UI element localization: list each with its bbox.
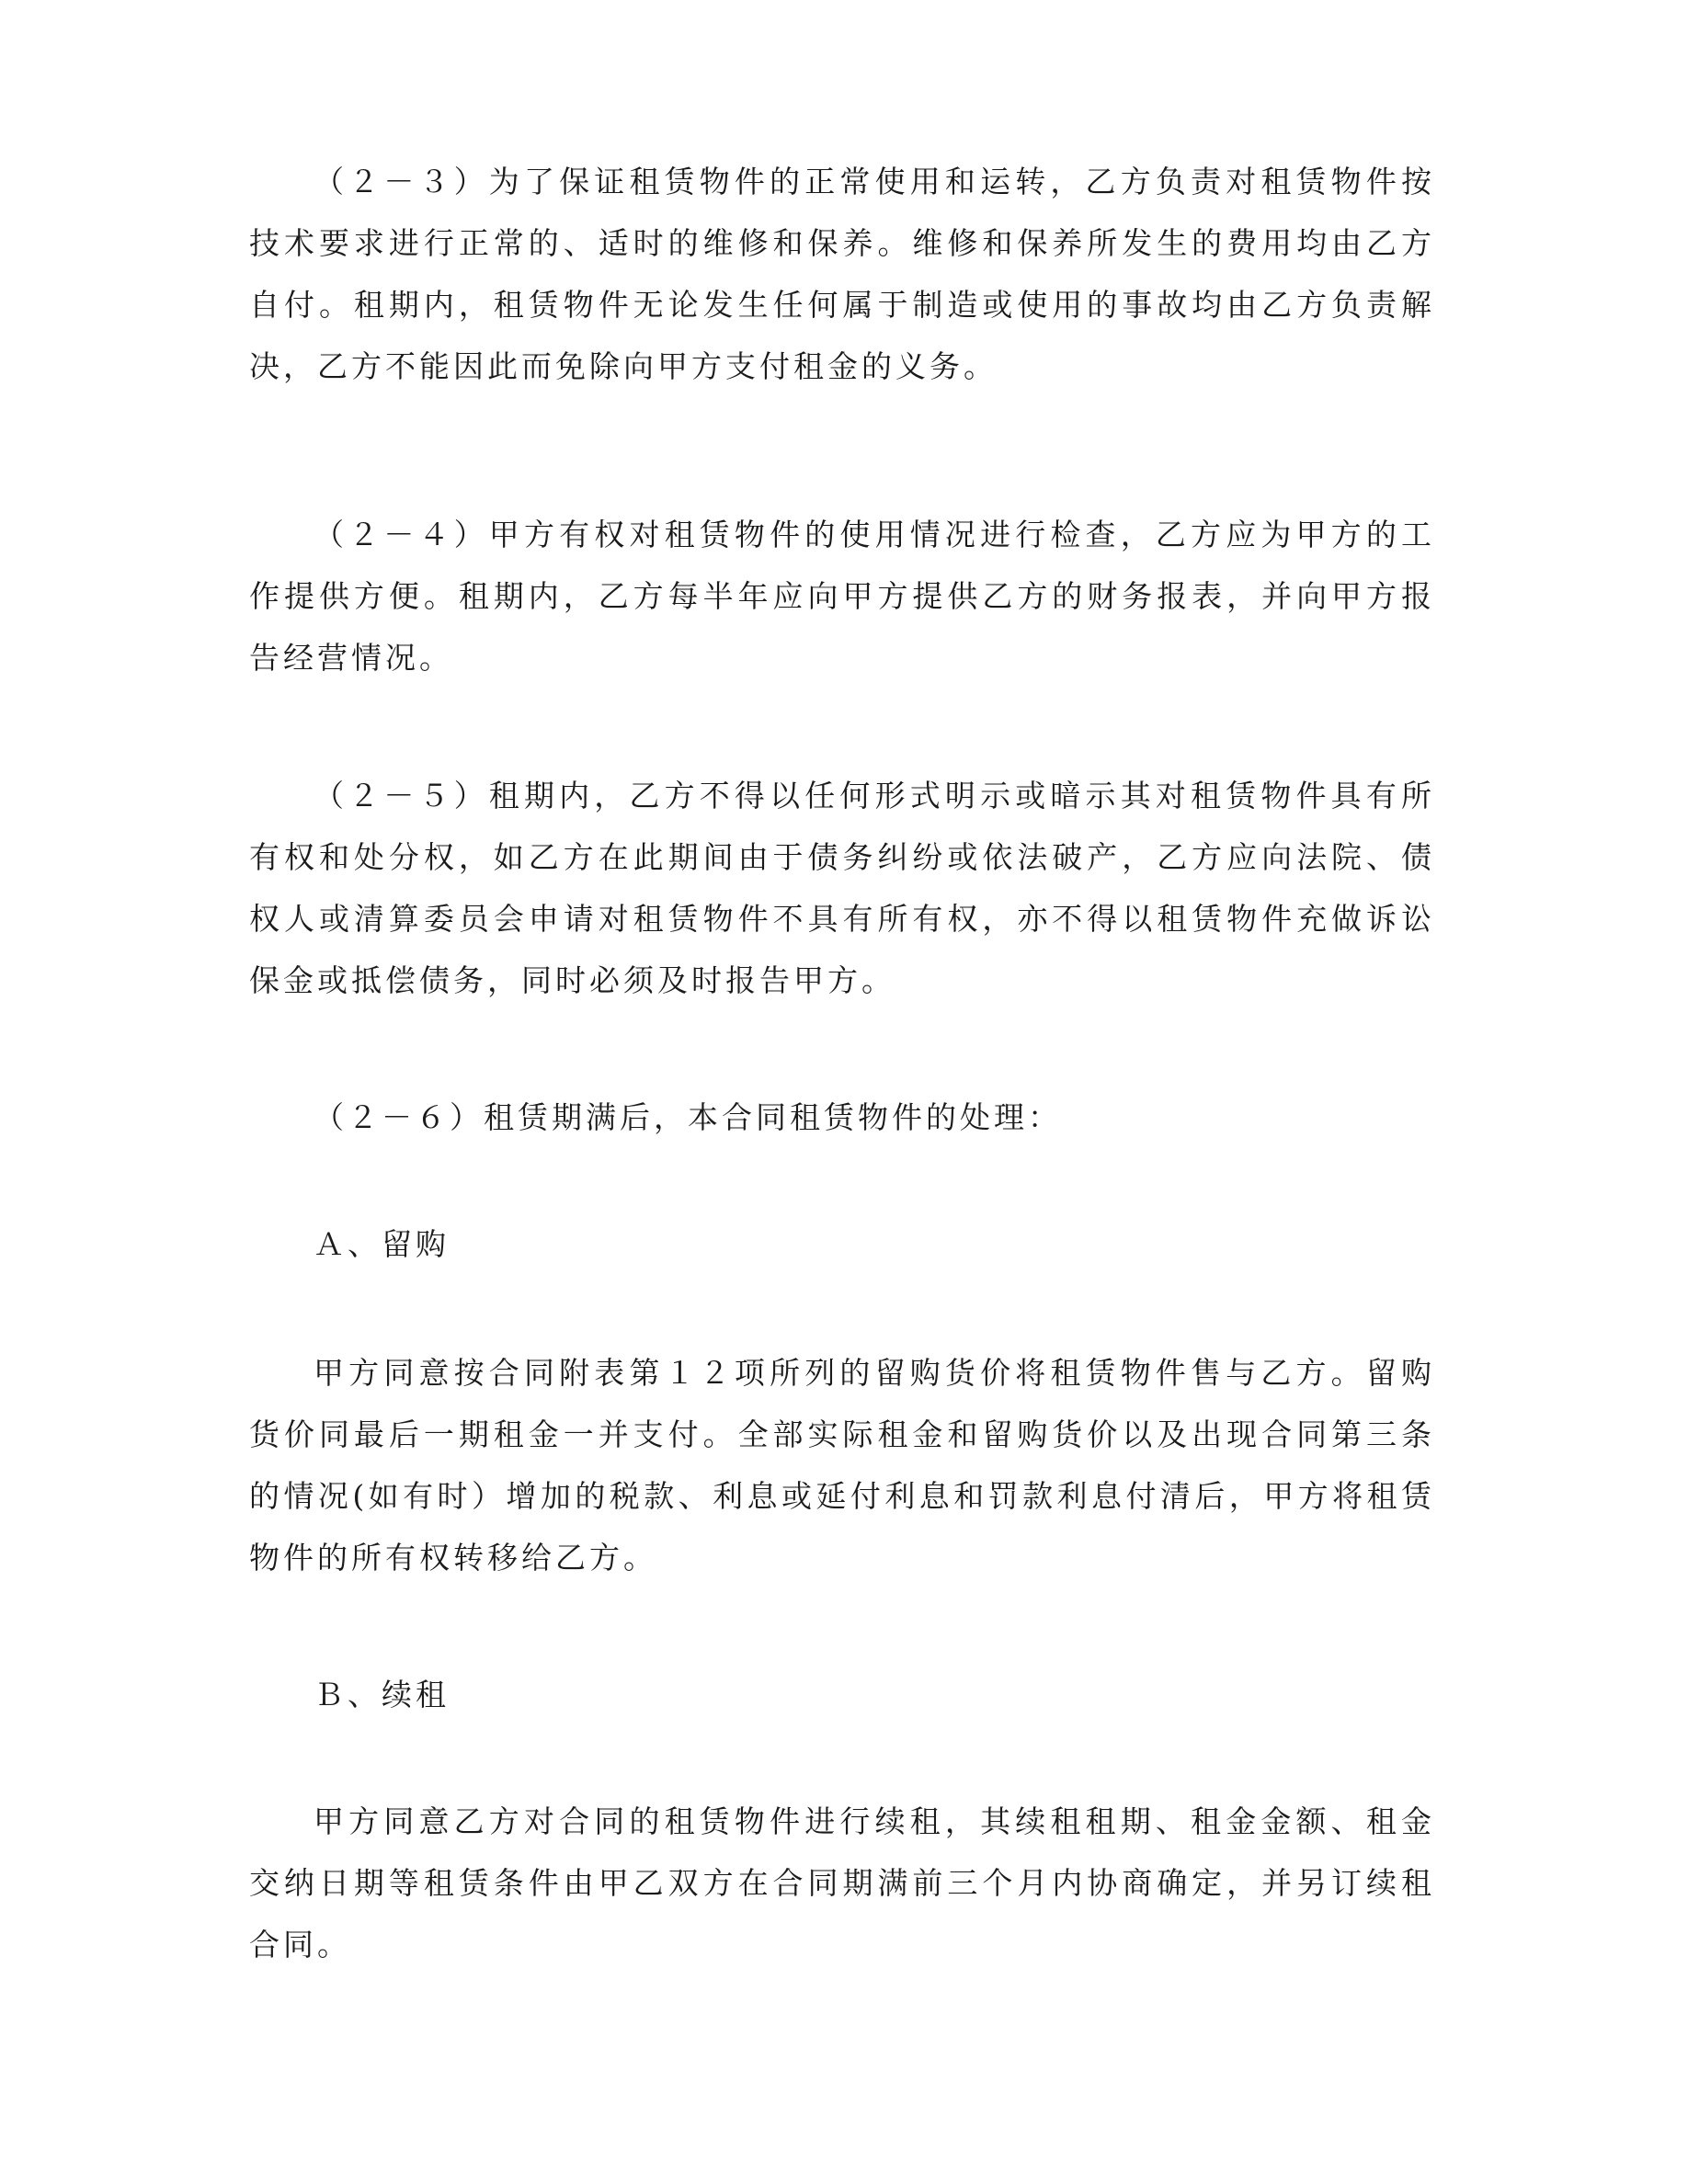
clause-2-5-paragraph: （２－５）租期内，乙方不得以任何形式明示或暗示其对租赁物件具有所有权和处分权，如乙方在此期间由于债务纠纷或依法破产，乙方应向法院、债权人或清算委员会申请对租赁物件不具有所有权，亦不得以租赁物件充做诉讼保金或抵偿债务，同时必须及时报告甲方。 xyxy=(249,778,1435,998)
option-b-paragraph: 甲方同意乙方对合同的租赁物件进行续租，其续租租期、租金金额、租金交纳日期等租赁条件由甲乙双方在合同期满前三个月内协商确定，并另订续租合同。 xyxy=(249,1803,1435,1962)
option-a-paragraph: 甲方同意按合同附表第１２项所列的留购货价将租赁物件售与乙方。留购货价同最后一期租金一并支付。全部实际租金和留购货价以及出现合同第三条的情况(如有时）增加的税款、利息或延付利息和罚款利息付清后，甲方将租赁物件的所有权转移给乙方。 xyxy=(249,1355,1435,1575)
option-b-heading: Ｂ、续租 xyxy=(314,1677,450,1712)
clause-2-4-paragraph: （２－４）甲方有权对租赁物件的使用情况进行检查，乙方应为甲方的工作提供方便。租期内，乙方每半年应向甲方提供乙方的财务报表，并向甲方报告经营情况。 xyxy=(249,517,1435,676)
clause-2-3-paragraph: （２－３）为了保证租赁物件的正常使用和运转，乙方负责对租赁物件按技术要求进行正常的、适时的维修和保养。维修和保养所发生的费用均由乙方自付。租期内，租赁物件无论发生任何属于制造或使用的事故均由乙方负责解决，乙方不能因此而免除向甲方支付租金的义务。 xyxy=(249,164,1435,384)
option-a-heading: Ａ、留购 xyxy=(314,1226,450,1262)
clause-2-6-paragraph: （２－６）租赁期满后，本合同租赁物件的处理： xyxy=(314,1099,1062,1135)
